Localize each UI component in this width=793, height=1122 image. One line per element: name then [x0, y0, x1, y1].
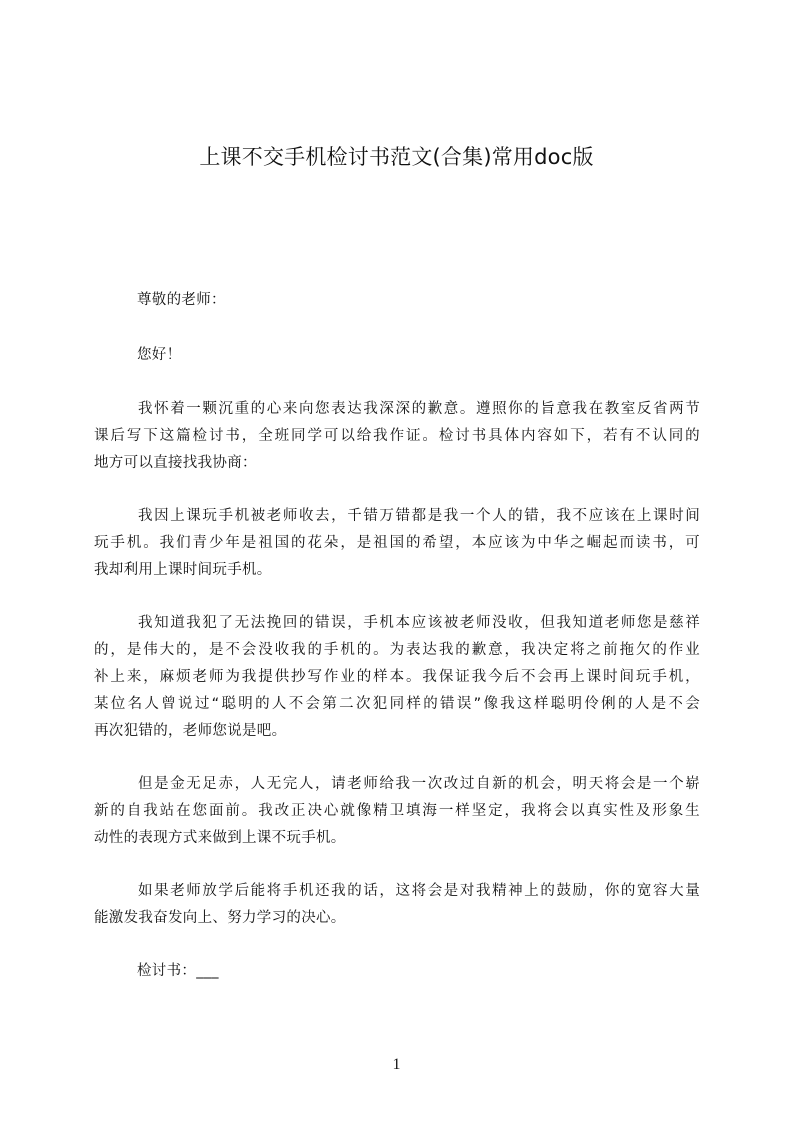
paragraph-4-line-3: 动性的表现方式来做到上课不玩手机。 — [94, 830, 346, 846]
paragraph-2-line-3: 我却利用上课时间玩手机。 — [94, 562, 272, 578]
paragraph-3-line-1: 我知道我犯了无法挽回的错误，手机本应该被老师没收，但我知道老师您是慈祥 — [138, 615, 700, 631]
signature-line: 检讨书：___ — [137, 963, 219, 979]
paragraph-4-line-2: 新的自我站在您面前。我改正决心就像精卫填海一样坚定，我将会以真实性及形象生 — [94, 803, 700, 819]
paragraph-3-line-3: 补上来，麻烦老师为我提供抄写作业的样本。我保证我今后不会再上课时间玩手机， — [94, 669, 700, 685]
paragraph-1-line-3: 地方可以直接找我协商： — [94, 455, 257, 471]
salutation: 尊敬的老师： — [137, 292, 226, 308]
greeting: 您好！ — [137, 347, 182, 363]
paragraph-4-line-1: 但是金无足赤，人无完人，请老师给我一次改过自新的机会，明天将会是一个崭 — [138, 776, 700, 792]
paragraph-2-line-1: 我因上课玩手机被老师收去，千错万错都是我一个人的错，我不应该在上课时间 — [138, 508, 700, 524]
paragraph-1-line-2: 课后写下这篇检讨书，全班同学可以给我作证。检讨书具体内容如下，若有不认同的 — [94, 428, 700, 444]
paragraph-5-line-2: 能激发我奋发向上、努力学习的决心。 — [94, 910, 346, 926]
paragraph-1-line-1: 我怀着一颗沉重的心来向您表达我深深的歉意。遵照你的旨意我在教室反省两节 — [138, 401, 700, 417]
paragraph-3-line-4: 某位名人曾说过“聪明的人不会第二次犯同样的错误”像我这样聪明伶俐的人是不会 — [94, 696, 700, 712]
paragraph-3-line-2: 的，是伟大的，是不会没收我的手机的。为表达我的歉意，我决定将之前拖欠的作业 — [94, 642, 700, 658]
paragraph-2-line-2: 玩手机。我们青少年是祖国的花朵，是祖国的希望，本应该为中华之崛起而读书，可 — [94, 535, 700, 551]
page-number: 1 — [392, 1056, 401, 1073]
paragraph-3-line-5: 再次犯错的，老师您说是吧。 — [94, 723, 287, 739]
paragraph-5-line-1: 如果老师放学后能将手机还我的话，这将会是对我精神上的鼓励，你的宽容大量 — [138, 883, 700, 899]
document-title: 上课不交手机检讨书范文(合集)常用doc版 — [199, 145, 594, 169]
